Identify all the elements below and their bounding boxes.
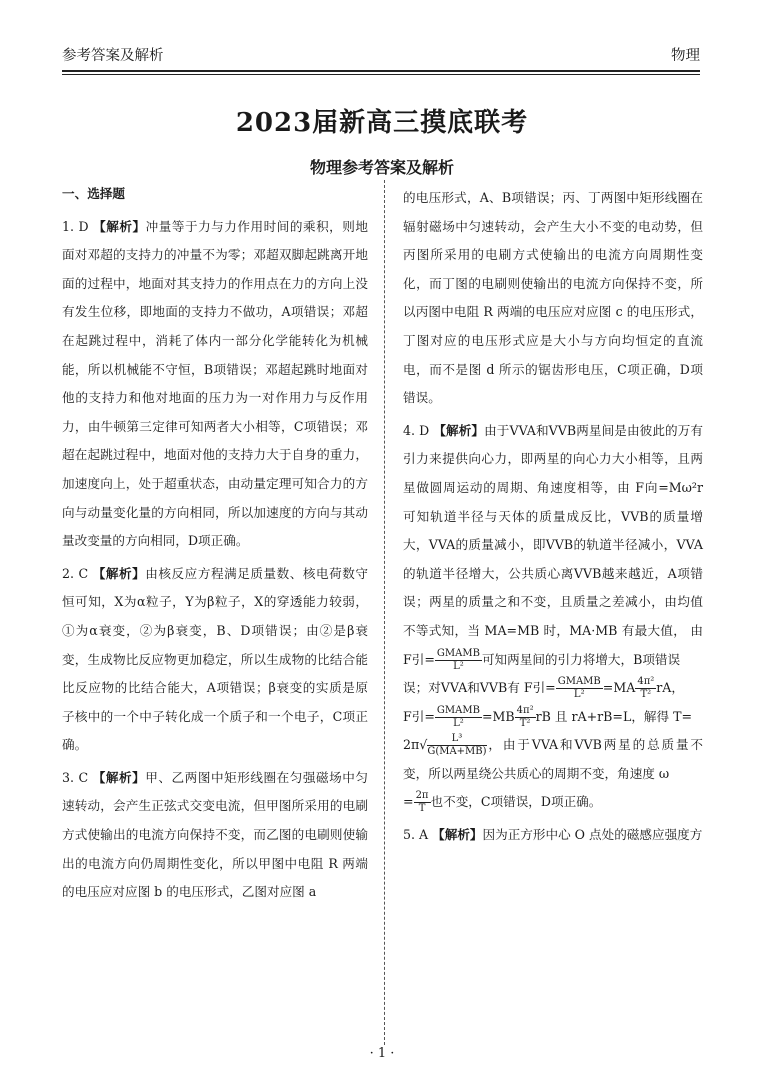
answer-q3-continued: 的电压形式，A、B项错误；丙、丁两图中矩形线圈在辐射磁场中匀速转动，会产生大小不变的电动势，但丙图所采用的电刷方式使输出的电流方向周期性变化，而丁图的电刷则使输出的电流方向保持不变，所以丙图中电阻 R 两端的电压应对应图 c 的电压形式，丁图对应的电压形式应是大小与方向均恒定的直流电，而不是图 d 所示的锯齿形电压，C项正确，D项错误。 xyxy=(403,190,703,406)
q3-text: 甲、乙两图中矩形线圈在匀强磁场中匀速转动，会产生正弦式交变电流，但甲图所采用的电刷方式使输出的电流方向保持不变，而乙图的电刷则使输出的电流方向仍周期性变化，所以甲图中电阻 R 两端的电压应对应图 b 的电压形式，乙图对应图 a xyxy=(62,769,368,900)
q3-tag: 【解析】 xyxy=(92,769,146,785)
q5-label: 5. A xyxy=(403,827,429,843)
answer-q1 xyxy=(62,213,368,556)
q2-text: 由核反应方程满足质量数、核电荷数守恒可知，X为α粒子，Y为β粒子，X的穿透能力较弱，①为α衰变，②为β衰变，B、D项错误；由②是β衰变，生成物比反应物更加稳定，所以生成物的比结合能比反应物的比结合能大，A项错误；β衰变的实质是原子核中的一个中子转化成一个质子和一个电子，C项正确。 xyxy=(62,565,368,753)
fraction-omega: $\frac{2\pi}{T}$ xyxy=(415,790,429,815)
column-divider xyxy=(384,180,385,1045)
q3-label: 3. C xyxy=(62,769,89,785)
q4-text-6b: 也不变，C项错误，D项正确。 xyxy=(430,794,602,810)
q1-tag: 【解析】 xyxy=(93,218,146,234)
q4-text-4b: =MB xyxy=(481,708,515,724)
q4-text-4c: rB 且 rA+rB=L，解得 T= xyxy=(535,708,693,724)
q4-text-4a: F引= xyxy=(403,708,435,724)
answer-q3 xyxy=(62,764,368,907)
q4-text-3b: =MA xyxy=(602,680,636,696)
page-subtitle: 物理参考答案及解析 xyxy=(309,158,454,177)
header-left: 参考答案及解析 xyxy=(62,48,164,64)
header-right: 物理 xyxy=(671,48,700,64)
q4-text-1: 由于VVA和VVB两星间是由彼此的万有引力来提供向心力，即两星的向心力大小相等，且两星做圆周运动的周期、角速度相等，由 F向=Mω²r 可知轨道半径与天体的质量成反比，VVB的质量增大，VVA的质量减小，即VVB的轨道半径减小，VVA的轨道半径增大，公共质心离VVB越来越近，A项错误；两星的质量之和不变，且质量之差减小，由均值不等式知，当 MA=MB 时，MA·MB 有最大值， xyxy=(403,422,704,638)
q5-text: 因为正方形中心 O 点处的磁感应强度方 xyxy=(482,827,703,843)
page-title: 2023届新高三摸底联考 xyxy=(235,108,529,138)
answer-q2 xyxy=(62,560,368,760)
fraction-force-2: $\frac{\text{GMAMB}}{\text{L²}}$ xyxy=(557,676,601,701)
page-header xyxy=(62,44,700,70)
q4-text-3c: rA， xyxy=(656,680,684,696)
fraction-4pi2-2: $\frac{\text{4π²}}{\text{T²}}$ xyxy=(516,704,534,729)
q5-tag: 【解析】 xyxy=(432,827,483,843)
q4-text-6a: = xyxy=(403,794,414,810)
q4-label: 4. D xyxy=(403,422,430,438)
q2-tag: 【解析】 xyxy=(92,565,146,581)
q2-label: 2. C xyxy=(62,565,89,581)
q4-text-5b: ，由于VVA和VVB两星的总质量不变，所以两星绕公共质心的周期不变，角速度 ω xyxy=(403,737,703,781)
q4-tag: 【解析】 xyxy=(433,422,485,438)
right-column xyxy=(403,184,703,854)
answer-q4 xyxy=(403,417,703,817)
q4-text-5a: 2π√ xyxy=(403,737,428,753)
q4-text-2b: 可知两星间的引力将增大，B项错误 xyxy=(481,651,681,667)
page-number: · 1 · xyxy=(369,1046,395,1061)
left-column xyxy=(62,180,368,911)
fraction-force-3: $\frac{\text{GMAMB}}{\text{L²}}$ xyxy=(436,704,480,729)
q1-label: 1. D xyxy=(62,218,89,234)
fraction-force-1: $\frac{\text{GMAMB}}{\text{L²}}$ xyxy=(436,647,480,672)
answer-q5 xyxy=(403,821,703,850)
fraction-sqrt: $\frac{\text{L³}}{G(MA+MB)}$ xyxy=(427,733,487,758)
q4-text-2a: 由 F引= xyxy=(403,622,703,667)
header-rule-thin xyxy=(62,74,700,75)
q1-text: 冲量等于力与力作用时间的乘积，则地面对邓超的支持力的冲量不为零；邓超双脚起跳离开地面的过程中，地面对其支持力的作用点在力的方向上没有发生位移，即地面的支持力不做功，A项错误；邓超在起跳过程中，消耗了体内一部分化学能转化为机械能，所以机械能不守恒，B项错误；邓超起跳时地面对他的支持力和他对地面的压力为一对作用力与反作用力，由牛顿第三定律可知两者大小相等，C项错误；邓超在起跳过程中，地面对他的支持力大于自身的重力，加速度向上，处于超重状态，由动量定理可知合力的方向与动量变化量的方向相同，所以加速度的方向与其动量改变量的方向相同，D项正确。 xyxy=(62,218,369,549)
q4-text-3a: 误；对VVA和VVB有 F引= xyxy=(403,680,556,696)
header-rule xyxy=(62,70,700,72)
fraction-4pi2-1: $\frac{\text{4π²}}{\text{T²}}$ xyxy=(637,676,655,701)
section-heading: 一、选择题 xyxy=(62,186,125,201)
